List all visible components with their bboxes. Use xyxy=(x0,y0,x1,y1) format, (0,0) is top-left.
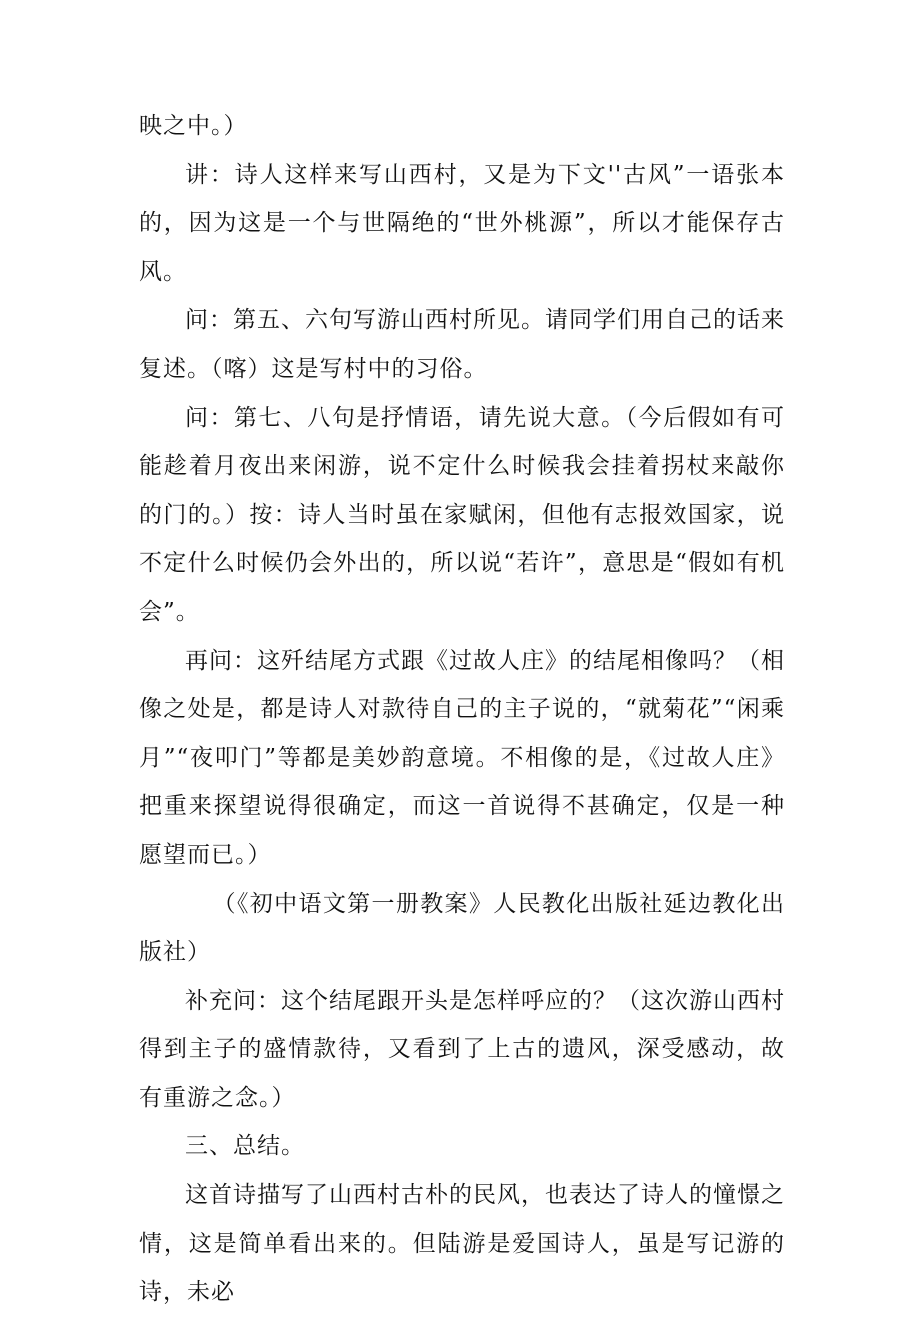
document-body xyxy=(139,102,785,1317)
paragraph-question-7-8: 问：第七、八句是抒情语，请先说大意。（今后假如有可能趁着月夜出来闲游，说不定什么时候我会挂着拐杖来敲你的门的。）按：诗人当时虽在家赋闲，但他有志报效国家，说不定什么时候仍会外出的，所以说“若许”，意思是“假如有机会”。 xyxy=(139,404,785,625)
paragraph-lecture-note: 讲：诗人这样来写山西村，又是为下文''古风”一语张本的，因为这是一个与世隔绝的“世外桃源”，所以才能保存古风。 xyxy=(139,161,785,285)
paragraph-source-citation: （《初中语文第一册教案》人民教化出版社延边教化出版社） xyxy=(139,890,785,966)
paragraph-supplementary-question: 补充问：这个结尾跟开头是怎样呼应的？（这次游山西村得到主子的盛情款待，又看到了上古的遗风，深受感动，故有重游之念。） xyxy=(139,987,785,1111)
section-heading-summary: 三、总结。 xyxy=(185,1133,305,1160)
paragraph-followup-question: 再问：这歼结尾方式跟《过故人庄》的结尾相像吗？（相像之处是，都是诗人对款待自己的主子说的，“就菊花”“闲乘月”“夜叩门”等都是美妙韵意境。不相像的是，《过故人庄》把重来探望说得很确定，而这一首说得不甚确定，仅是一种愿望而已。） xyxy=(139,647,785,868)
paragraph-summary: 这首诗描写了山西村古朴的民风，也表达了诗人的憧憬之情，这是简单看出来的。但陆游是爱国诗人，虽是写记游的诗，未必 xyxy=(139,1182,785,1306)
paragraph-question-5-6: 问：第五、六句写游山西村所见。请同学们用自己的话来复述。（喀）这是写村中的习俗。 xyxy=(139,307,785,382)
paragraph-continuation: 映之中。） xyxy=(139,113,248,139)
